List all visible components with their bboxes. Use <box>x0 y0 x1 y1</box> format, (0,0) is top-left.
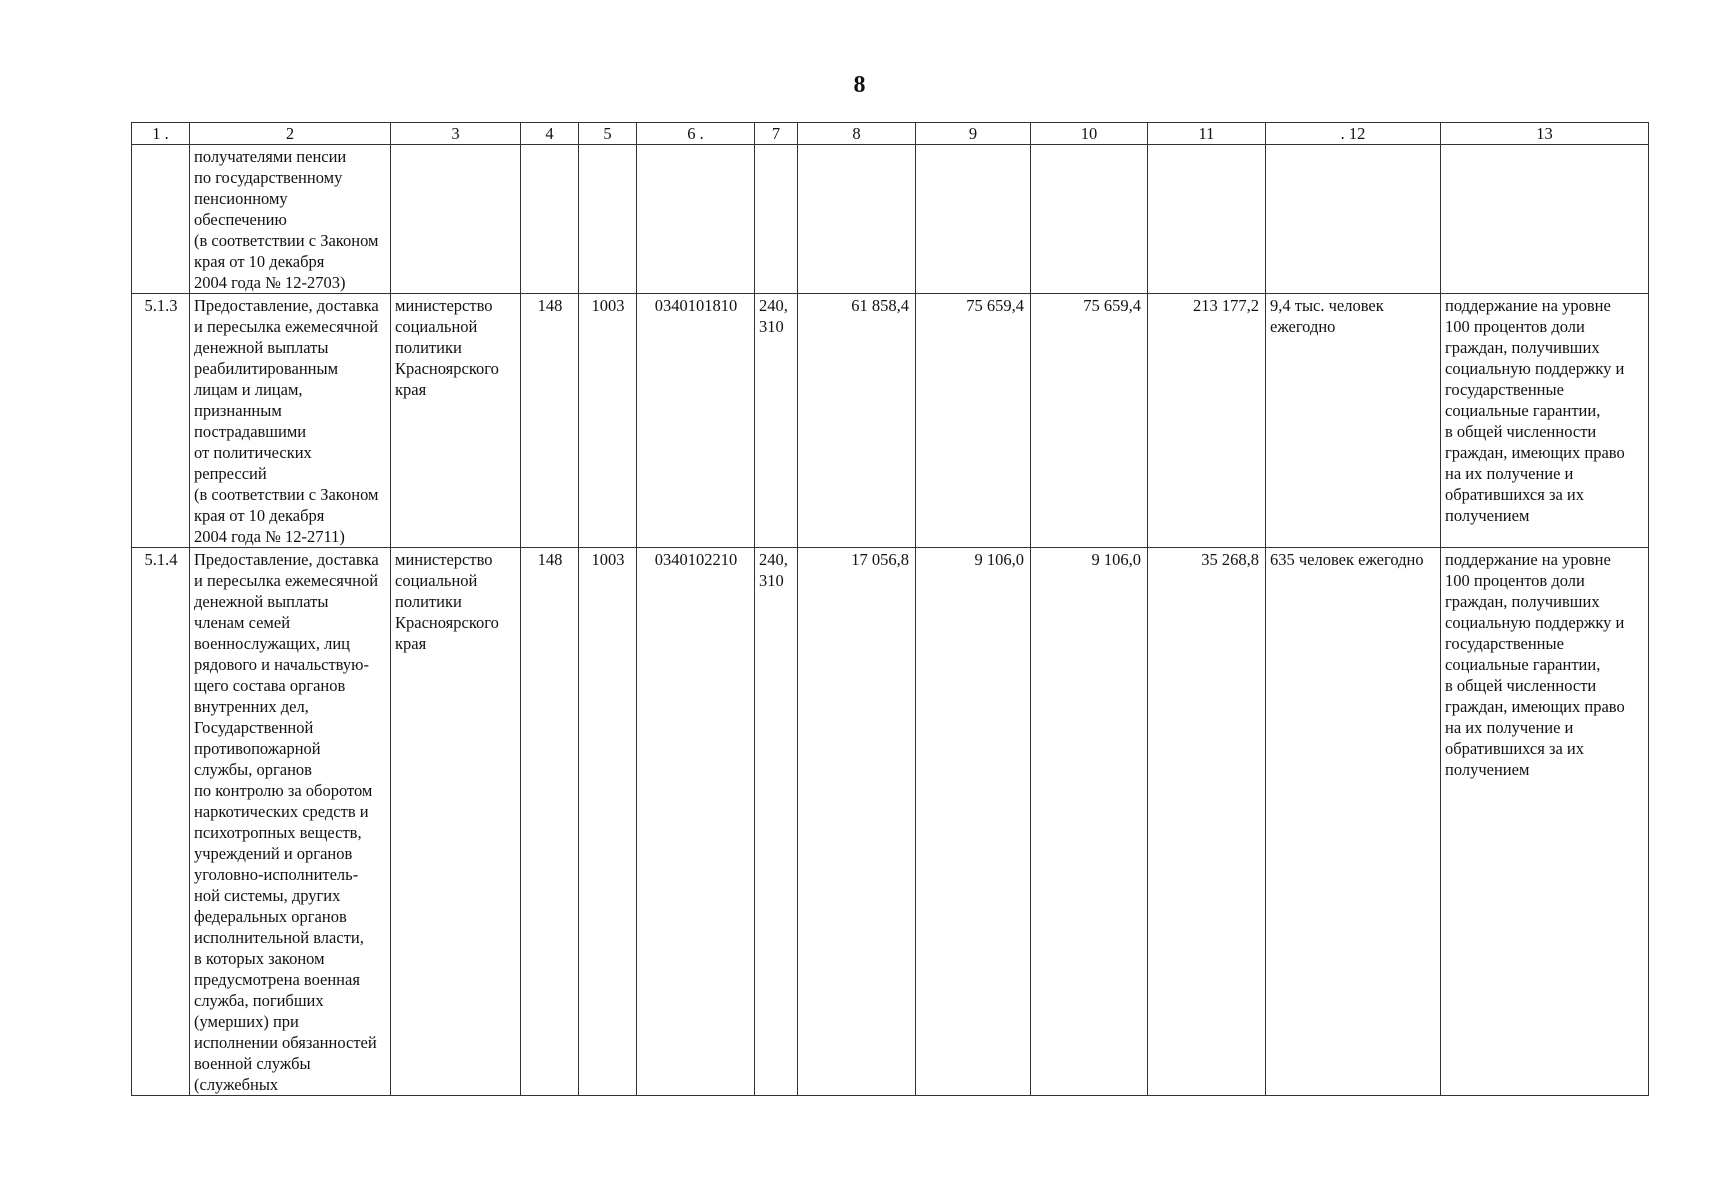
expense-type-code: 240, 310 <box>755 294 798 548</box>
measure-name: получателями пенсии по государственному пенсионному обеспечению (в соответствии с Законом края от 10 декабря 2004 года № 12-2703) <box>190 145 391 294</box>
column-header: 1 . <box>132 123 190 145</box>
measure-name: Предоставление, доставка и пересылка ежемесячной денежной выплаты членам семей военнослужащих, лиц рядового и начальствую- щего состава органов внутренних дел, Государственной противопожарной службы, органов по контролю за оборотом наркотических средств и психотропных веществ, учреждений и органов уголовно-исполнитель- ной системы, других федеральных органов исполнительной власти, в которых законом предусмотрена военная служба, погибших (умерших) при исполнении обязанностей военной службы (служебных <box>190 548 391 1096</box>
amount-total <box>1148 145 1266 294</box>
item-number: 5.1.4 <box>132 548 190 1096</box>
responsible-body: министерство социальной политики Красноярского края <box>391 294 521 548</box>
column-header: 4 <box>521 123 579 145</box>
table-row <box>132 548 1649 1096</box>
page-number: 8 <box>853 72 866 98</box>
grbs-code: 148 <box>521 548 579 1096</box>
section-code: 1003 <box>579 294 637 548</box>
column-header: 10 <box>1031 123 1148 145</box>
amount-year-3: 9 106,0 <box>1031 548 1148 1096</box>
expected-result: 635 человек ежегодно <box>1266 548 1441 1096</box>
column-header: 5 <box>579 123 637 145</box>
expected-result: 9,4 тыс. человек ежегодно <box>1266 294 1441 548</box>
grbs-code <box>521 145 579 294</box>
amount-year-2: 75 659,4 <box>916 294 1031 548</box>
amount-year-1 <box>798 145 916 294</box>
indicator-description: поддержание на уровне 100 процентов доли граждан, получивших социальную поддержку и государственные социальные гарантии, в общей численности граждан, имеющих право на их получение и обратившихся за их получением <box>1441 294 1649 548</box>
target-item-code: 0340101810 <box>637 294 755 548</box>
column-number-row <box>132 123 1649 145</box>
amount-year-1: 17 056,8 <box>798 548 916 1096</box>
amount-total: 35 268,8 <box>1148 548 1266 1096</box>
column-header: 2 <box>190 123 391 145</box>
column-header: 8 <box>798 123 916 145</box>
item-number <box>132 145 190 294</box>
amount-year-3: 75 659,4 <box>1031 294 1148 548</box>
column-header: 6 . <box>637 123 755 145</box>
responsible-body: министерство социальной политики Красноярского края <box>391 548 521 1096</box>
amount-year-1: 61 858,4 <box>798 294 916 548</box>
section-code <box>579 145 637 294</box>
responsible-body <box>391 145 521 294</box>
column-header: 7 <box>755 123 798 145</box>
table-row <box>132 145 1649 294</box>
column-header: . 12 <box>1266 123 1441 145</box>
expense-type-code <box>755 145 798 294</box>
item-number: 5.1.3 <box>132 294 190 548</box>
target-item-code: 0340102210 <box>637 548 755 1096</box>
amount-year-2 <box>916 145 1031 294</box>
target-item-code <box>637 145 755 294</box>
column-header: 3 <box>391 123 521 145</box>
amount-total: 213 177,2 <box>1148 294 1266 548</box>
amount-year-2: 9 106,0 <box>916 548 1031 1096</box>
section-code: 1003 <box>579 548 637 1096</box>
column-header: 13 <box>1441 123 1649 145</box>
program-table <box>131 122 1649 1096</box>
indicator-description <box>1441 145 1649 294</box>
expense-type-code: 240, 310 <box>755 548 798 1096</box>
expected-result <box>1266 145 1441 294</box>
grbs-code: 148 <box>521 294 579 548</box>
indicator-description: поддержание на уровне 100 процентов доли граждан, получивших социальную поддержку и государственные социальные гарантии, в общей численности граждан, имеющих право на их получение и обратившихся за их получением <box>1441 548 1649 1096</box>
measure-name: Предоставление, доставка и пересылка ежемесячной денежной выплаты реабилитированным лицам и лицам, признанным пострадавшими от политических репрессий (в соответствии с Законом края от 10 декабря 2004 года № 12-2711) <box>190 294 391 548</box>
amount-year-3 <box>1031 145 1148 294</box>
table-row <box>132 294 1649 548</box>
column-header: 11 <box>1148 123 1266 145</box>
column-header: 9 <box>916 123 1031 145</box>
